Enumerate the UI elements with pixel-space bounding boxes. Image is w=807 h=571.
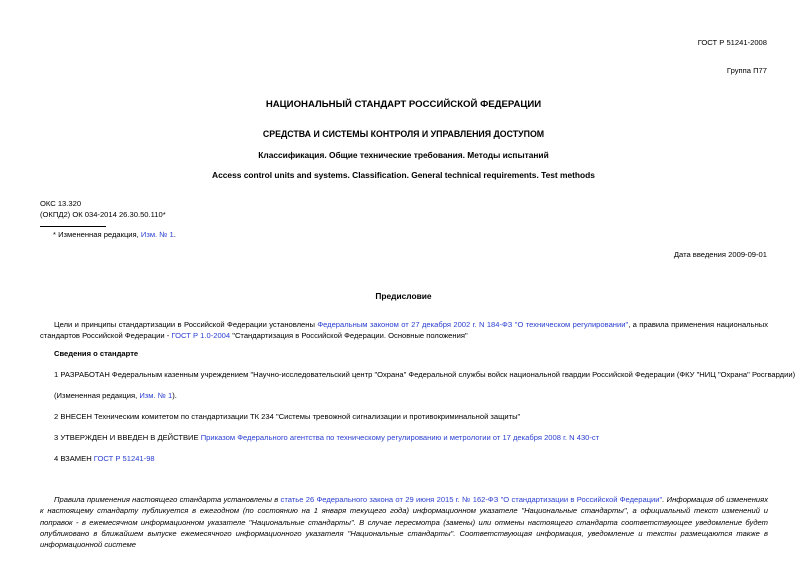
info-item-2: 2 ВНЕСЕН Техническим комитетом по стандартизации ТК 234 "Системы тревожной сигнализации и противокриминальной защиты" — [54, 412, 521, 421]
replaced-gost-link[interactable]: ГОСТ Р 51241-98 — [93, 454, 155, 463]
info-item-1-note: (Измененная редакция, Изм. № 1). — [54, 391, 177, 400]
gost-1-0-link[interactable]: ГОСТ Р 1.0-2004 — [171, 331, 231, 340]
footnote: * Измененная редакция, Изм. № 1. — [53, 230, 176, 239]
okpd-code: (ОКПД2) ОК 034-2014 26.30.50.110* — [40, 210, 166, 219]
footnote-divider — [40, 226, 106, 227]
standard-group: Группа П77 — [726, 66, 767, 75]
standard-code: ГОСТ Р 51241-2008 — [697, 38, 767, 47]
title-main: СРЕДСТВА И СИСТЕМЫ КОНТРОЛЯ И УПРАВЛЕНИЯ ДОСТУПОМ — [262, 129, 545, 139]
info-item-3: 3 УТВЕРЖДЕН И ВВЕДЕН В ДЕЙСТВИЕ Приказом Федерального агентства по техническому регулированию и метрологии от 17 декабря 2008 г. N 430-ст — [54, 433, 600, 442]
info-item-1: 1 РАЗРАБОТАН Федеральным казенным учреждением "Научно-исследовательский центр "Охрана" Федеральной службы войск национальной гвардии Российской Федерации (ФКУ "НИЦ "Охрана" Росгвардии) — [54, 370, 796, 379]
oks-code: ОКС 13.320 — [40, 199, 82, 208]
info-item-4: 4 ВЗАМЕН ГОСТ Р 51241-98 — [54, 454, 155, 463]
preface-heading: Предисловие — [375, 291, 432, 301]
intro-date: Дата введения 2009-09-01 — [673, 250, 767, 259]
amendment-link[interactable]: Изм. № 1 — [140, 230, 174, 239]
federal-law-link[interactable]: Федеральным законом от 27 декабря 2002 г. N 184-ФЗ "О техническом регулировании" — [317, 320, 629, 329]
rules-paragraph: Правила применения настоящего стандарта установлены в статье 26 Федерального закона от 29 июня 2015 г. № 162-ФЗ "О стандартизации в Российской Федерации". Информация об изменениях к настоящему стандарту публикуется в ежегодном (по состоянию на 1 января текущего года) информационном указателе "Национальные стандарты", а официальный текст изменений и поправок - в ежемесячном информационном указателе "Национальные стандарты". В случае пересмотра (замены) или отмены настоящего стандарта соответствующее уведомление будет опубликовано в ближайшем выпуске ежемесячного информационного указателя "Национальные стандарты". Соответствующая информация, уведомление и тексты размещаются также в информационной системе — [40, 495, 768, 550]
title-english: Access control units and systems. Classification. General technical requirements. Test methods — [212, 170, 595, 180]
order-link[interactable]: Приказом Федерального агентства по техническому регулированию и метрологии от 17 декабря 2008 г. N 430-ст — [200, 433, 600, 442]
standard-info-heading: Сведения о стандарте — [54, 349, 139, 358]
amendment-1-link[interactable]: Изм. № 1 — [139, 391, 173, 400]
title-sub: Классификация. Общие технические требования. Методы испытаний — [258, 150, 549, 160]
title-national: НАЦИОНАЛЬНЫЙ СТАНДАРТ РОССИЙСКОЙ ФЕДЕРАЦИИ — [265, 99, 542, 110]
preface-paragraph: Цели и принципы стандартизации в Российской Федерации установлены Федеральным законом от 27 декабря 2002 г. N 184-ФЗ "О техническом регулировании", а правила применения национальных стандартов Российской Федерации - ГОСТ Р 1.0-2004 "Стандартизация в Российской Федерации. Основные положения" — [40, 320, 769, 340]
standardization-law-link[interactable]: статье 26 Федерального закона от 29 июня 2015 г. № 162-ФЗ "О стандартизации в Российской Федерации" — [280, 495, 663, 504]
